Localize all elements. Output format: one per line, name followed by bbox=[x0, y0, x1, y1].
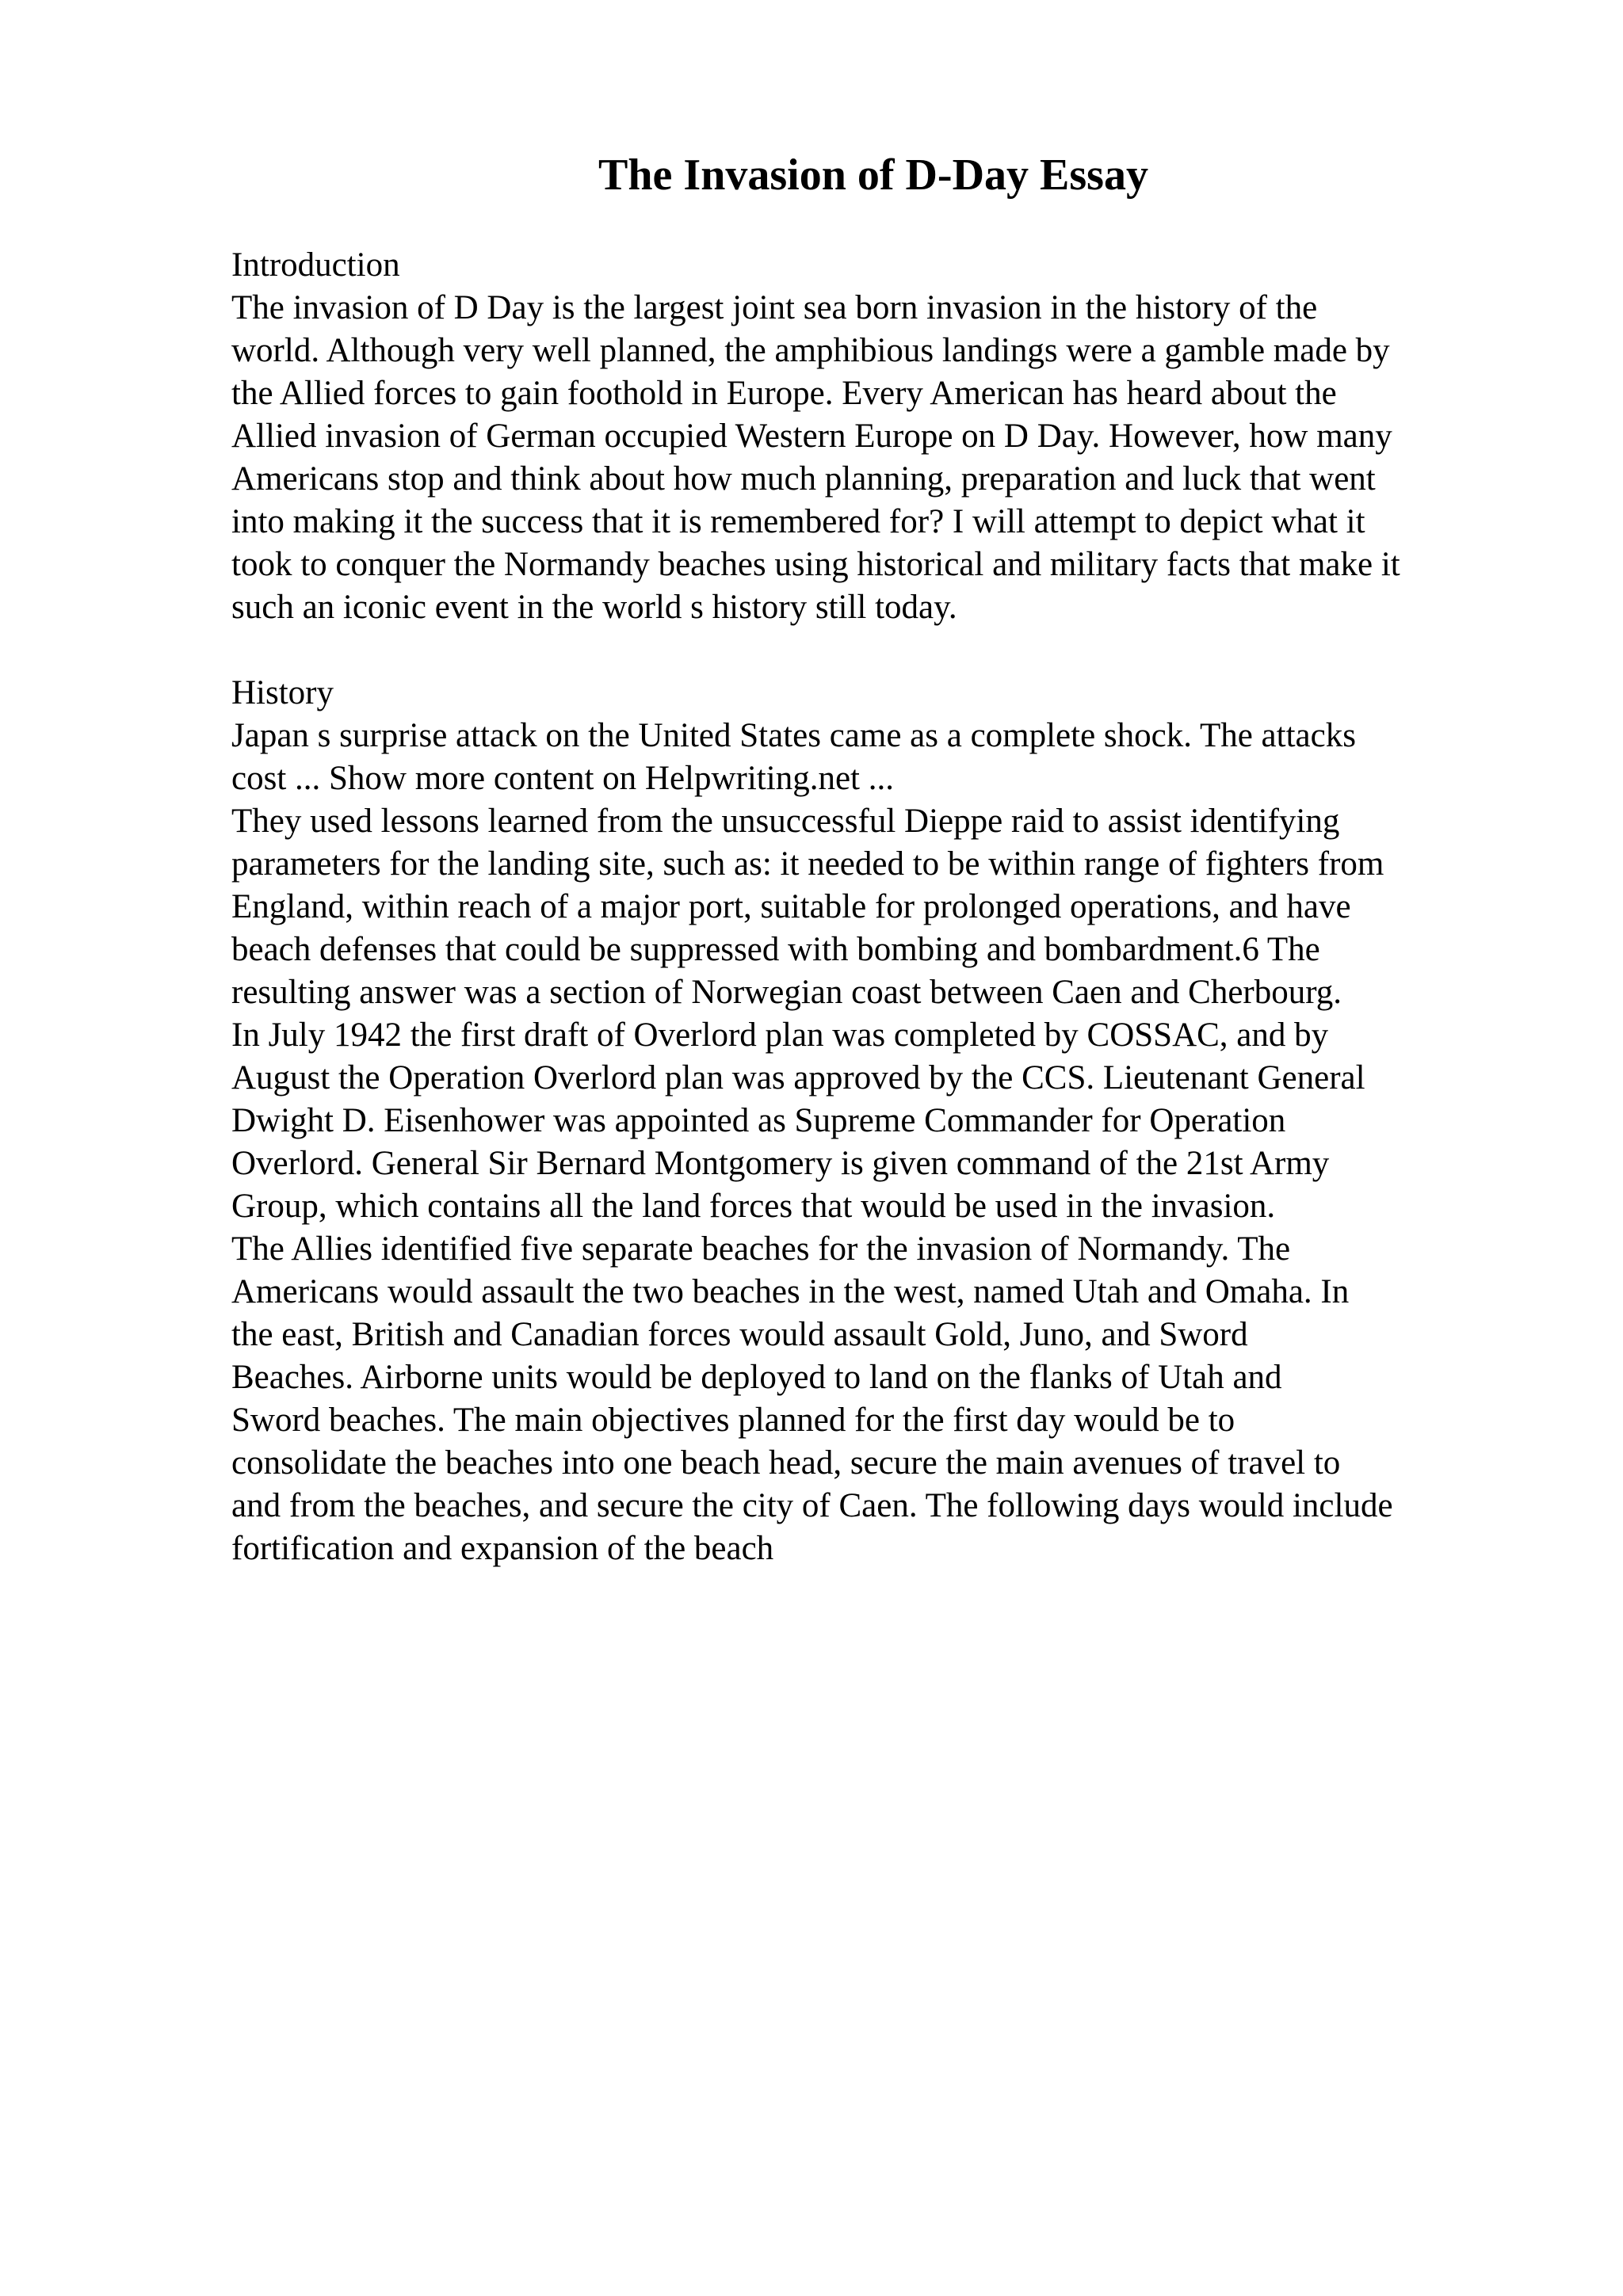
text-line: The Allies identified five separate beaches for the invasion of Normandy. The bbox=[231, 1230, 1291, 1268]
text-line: They used lessons learned from the unsuccessful Dieppe raid to assist identifying bbox=[231, 803, 1340, 840]
text-line: Overlord. General Sir Bernard Montgomery is given command of the 21st Army bbox=[231, 1145, 1330, 1182]
text-line: and from the beaches, and secure the city of Caen. The following days would include bbox=[231, 1487, 1393, 1524]
text-line: England, within reach of a major port, suitable for prolonged operations, and have bbox=[231, 888, 1351, 925]
text-line: parameters for the landing site, such as: it needed to be within range of fighters from bbox=[231, 845, 1384, 883]
paragraph-spacer bbox=[231, 629, 1531, 672]
text-line: fortification and expansion of the beach bbox=[231, 1530, 774, 1567]
text-line: the Allied forces to gain foothold in Europe. Every American has heard about the bbox=[231, 375, 1337, 412]
text-line: In July 1942 the first draft of Overlord plan was completed by COSSAC, and by bbox=[231, 1016, 1329, 1054]
text-line: Group, which contains all the land forces that would be used in the invasion. bbox=[231, 1188, 1276, 1225]
text-line: The invasion of D Day is the largest joint sea born invasion in the history of the bbox=[231, 289, 1318, 326]
text-line: took to conquer the Normandy beaches using historical and military facts that make it bbox=[231, 546, 1400, 583]
intro-paragraph bbox=[231, 287, 1531, 629]
text-line: Allied invasion of German occupied Western Europe on D Day. However, how many bbox=[231, 418, 1392, 455]
text-line: the east, British and Canadian forces would assault Gold, Juno, and Sword bbox=[231, 1316, 1248, 1353]
title-wrapper bbox=[0, 149, 1623, 202]
text-line: such an iconic event in the world s history still today. bbox=[231, 589, 957, 626]
text-line: Americans would assault the two beaches in the west, named Utah and Omaha. In bbox=[231, 1273, 1350, 1310]
text-line: Dwight D. Eisenhower was appointed as Supreme Commander for Operation bbox=[231, 1102, 1286, 1139]
text-line: Sword beaches. The main objectives planned for the first day would be to bbox=[231, 1402, 1235, 1439]
text-line: cost ... Show more content on Helpwriting.net ... bbox=[231, 760, 894, 797]
text-line: Americans stop and think about how much planning, preparation and luck that went bbox=[231, 460, 1376, 498]
text-line: into making it the success that it is remembered for? I will attempt to depict what it bbox=[231, 503, 1365, 540]
history-paragraph bbox=[231, 715, 1531, 1570]
text-line: resulting answer was a section of Norwegian coast between Caen and Cherbourg. bbox=[231, 974, 1342, 1011]
text-line: Beaches. Airborne units would be deployed to land on the flanks of Utah and bbox=[231, 1359, 1282, 1396]
intro-heading: Introduction bbox=[231, 246, 400, 284]
text-line: beach defenses that could be suppressed with bombing and bombardment.6 The bbox=[231, 931, 1320, 968]
history-heading: History bbox=[231, 674, 334, 711]
text-line: consolidate the beaches into one beach head, secure the main avenues of travel to bbox=[231, 1444, 1341, 1482]
text-line: Japan s surprise attack on the United States came as a complete shock. The attacks bbox=[231, 717, 1356, 754]
document-title: The Invasion of D-Day Essay bbox=[598, 151, 1148, 200]
text-line: world. Although very well planned, the amphibious landings were a gamble made by bbox=[231, 332, 1390, 369]
text-line: August the Operation Overlord plan was approved by the CCS. Lieutenant General bbox=[231, 1059, 1365, 1097]
document-body bbox=[231, 244, 1531, 1570]
